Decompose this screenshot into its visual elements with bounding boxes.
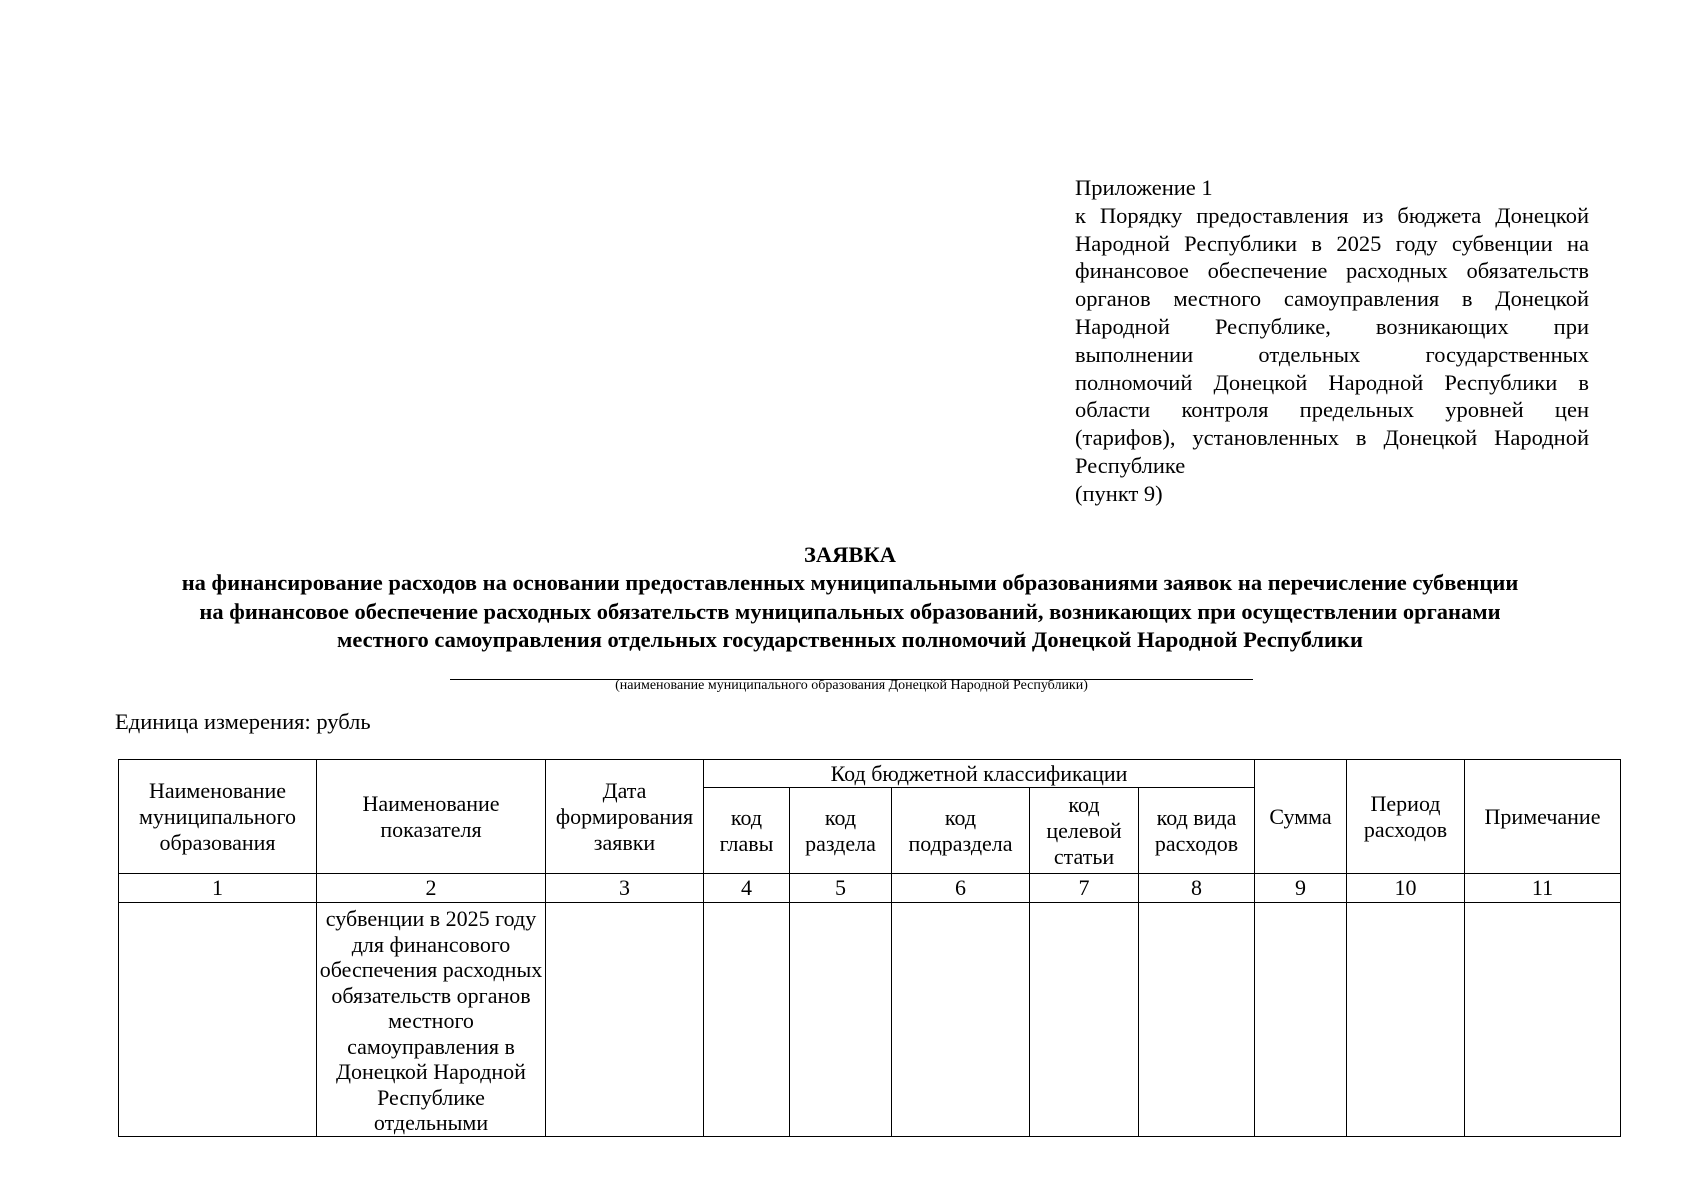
appendix-body: к Порядку предоставления из бюджета Донецкой Народной Республики в 2025 году субвенции на финансовое обеспечение расходных обязательств органов местного самоуправления в Донецкой Народной Республике, возникающих при выполнении отдельных государственных полномочий Донецкой Народной Республики в области контроля предельных уровней цен (тарифов), установленных в Донецкой Народной Республике xyxy=(1075,202,1589,478)
column-number: 7 xyxy=(1030,874,1139,903)
cell-target-code xyxy=(1030,903,1139,1137)
cell-sum xyxy=(1255,903,1347,1137)
column-number-row xyxy=(119,874,1621,903)
column-number: 8 xyxy=(1139,874,1255,903)
column-number: 9 xyxy=(1255,874,1347,903)
unit-of-measure: Единица измерения: рубль xyxy=(115,709,371,734)
document-title: ЗАЯВКА xyxy=(804,542,896,567)
cell-period xyxy=(1347,903,1465,1137)
header-target-code: код целевой статьи xyxy=(1030,788,1139,874)
column-number: 5 xyxy=(790,874,892,903)
column-number: 2 xyxy=(317,874,546,903)
column-number: 10 xyxy=(1347,874,1465,903)
cell-note xyxy=(1465,903,1621,1137)
cell-subsection-code xyxy=(892,903,1030,1137)
appendix-point: (пункт 9) xyxy=(1075,480,1163,506)
document-subtitle-line: местного самоуправления отдельных государственных полномочий Донецкой Народной Республики xyxy=(337,627,1363,652)
header-expense-type-code: код вида расходов xyxy=(1139,788,1255,874)
header-indicator: Наименование показателя xyxy=(317,760,546,874)
column-number: 3 xyxy=(546,874,704,903)
header-section-code: код раздела xyxy=(790,788,892,874)
document-subtitle-line: на финансирование расходов на основании предоставленных муниципальными образованиями заявок на перечисление субвенции xyxy=(181,570,1519,595)
header-budget-code-group: Код бюджетной классификации xyxy=(704,760,1255,788)
column-number: 4 xyxy=(704,874,790,903)
header-date: Дата формирования заявки xyxy=(546,760,704,874)
header-chapter-code: код главы xyxy=(704,788,790,874)
column-number: 1 xyxy=(119,874,317,903)
document-subtitle xyxy=(115,569,1585,655)
column-number: 11 xyxy=(1465,874,1621,903)
entity-name-caption: (наименование муниципального образования Донецкой Народной Республики) xyxy=(615,678,1088,693)
appendix-title: Приложение 1 xyxy=(1075,175,1213,200)
table-row xyxy=(119,903,1621,1137)
request-table xyxy=(118,759,1621,1137)
document-subtitle-line: на финансовое обеспечение расходных обязательств муниципальных образований, возникающих при осуществлении органами xyxy=(199,598,1501,624)
header-municipality: Наименование муниципального образования xyxy=(119,760,317,874)
cell-municipality xyxy=(119,903,317,1137)
cell-section-code xyxy=(790,903,892,1137)
header-sum: Сумма xyxy=(1255,760,1347,874)
appendix-block xyxy=(1075,174,1589,508)
column-number: 6 xyxy=(892,874,1030,903)
header-period: Период расходов xyxy=(1347,760,1465,874)
cell-expense-type-code xyxy=(1139,903,1255,1137)
header-subsection-code: код подраздела xyxy=(892,788,1030,874)
cell-indicator: субвенции в 2025 году для финансового обеспечения расходных обязательств органов местного самоуправления в Донецкой Народной Республике отдельными xyxy=(317,903,546,1137)
cell-date xyxy=(546,903,704,1137)
cell-chapter-code xyxy=(704,903,790,1137)
header-note: Примечание xyxy=(1465,760,1621,874)
